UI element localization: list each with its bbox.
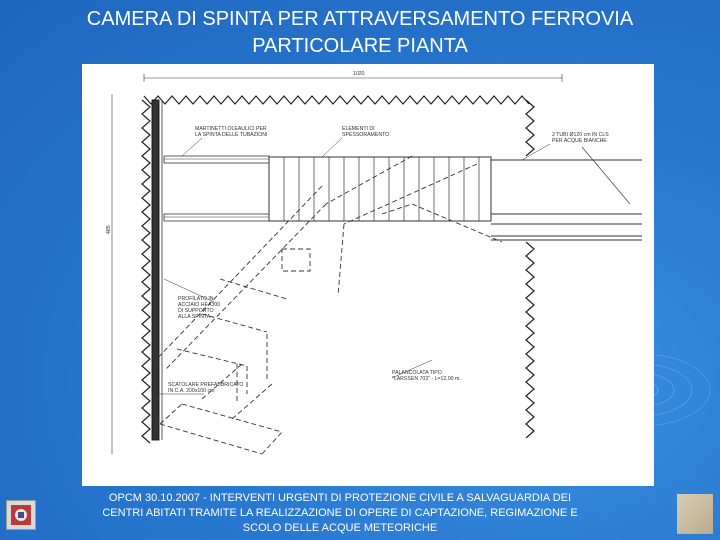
title-line-1: CAMERA DI SPINTA PER ATTRAVERSAMENTO FERROVIA (86, 8, 634, 30)
label-elementi-2: SPESSORAMENTO (342, 132, 390, 138)
label-palancolata-1: PALANCOLATA TIPO (392, 370, 442, 376)
footer-line-1: OPCM 30.10.2007 - INTERVENTI URGENTI DI PROTEZIONE CIVILE A SALVAGUARDIA DEI (108, 492, 572, 504)
label-profilato-1: PROFILATO IN (178, 296, 214, 302)
label-profilato-3: DI SUPPORTO (178, 308, 214, 314)
label-tubi-2: PER ACQUE BIANCHE (552, 138, 607, 144)
civil-protection-logo (6, 500, 36, 530)
footer-line-3: SCOLO DELLE ACQUE METEORICHE (242, 522, 438, 534)
label-profilato-4: ALLA SPINTA (178, 314, 211, 320)
footer-line-2: CENTRI ABITATI TRAMITE LA REALIZZAZIONE DI OPERE DI CAPTAZIONE, REGIMAZIONE E (102, 507, 578, 519)
slide-title (0, 6, 720, 60)
plan-drawing-svg (82, 64, 654, 486)
stone-texture-image (677, 494, 713, 534)
footer-caption (40, 491, 640, 536)
dimension-left-label: 485 (106, 225, 112, 234)
label-scatolare-2: IN C.A. 200x100 cm (168, 388, 215, 394)
emblem-icon (7, 501, 35, 529)
label-elementi-1: ELEMENTI DI (342, 126, 375, 132)
label-martinetti-2: LA SPINTA DELLE TUBAZIONI (195, 132, 268, 138)
label-profilato-2: ACCIAIO HEA300 (178, 302, 221, 308)
label-scatolare-1: SCATOLARE PREFABBRICATO (168, 382, 244, 388)
label-palancolata-2: "LARSSEN 703" - L=12,00 m. (392, 376, 461, 382)
title-line-2: PARTICOLARE PIANTA (252, 35, 468, 57)
technical-drawing-plan (82, 64, 654, 486)
dimension-top-label: 1020 (353, 71, 365, 77)
label-martinetti-1: MARTINETTI OLEAULICI PER (195, 126, 267, 132)
label-tubi-1: 2 TUBI Ø120 cm IN CLS (552, 132, 609, 138)
